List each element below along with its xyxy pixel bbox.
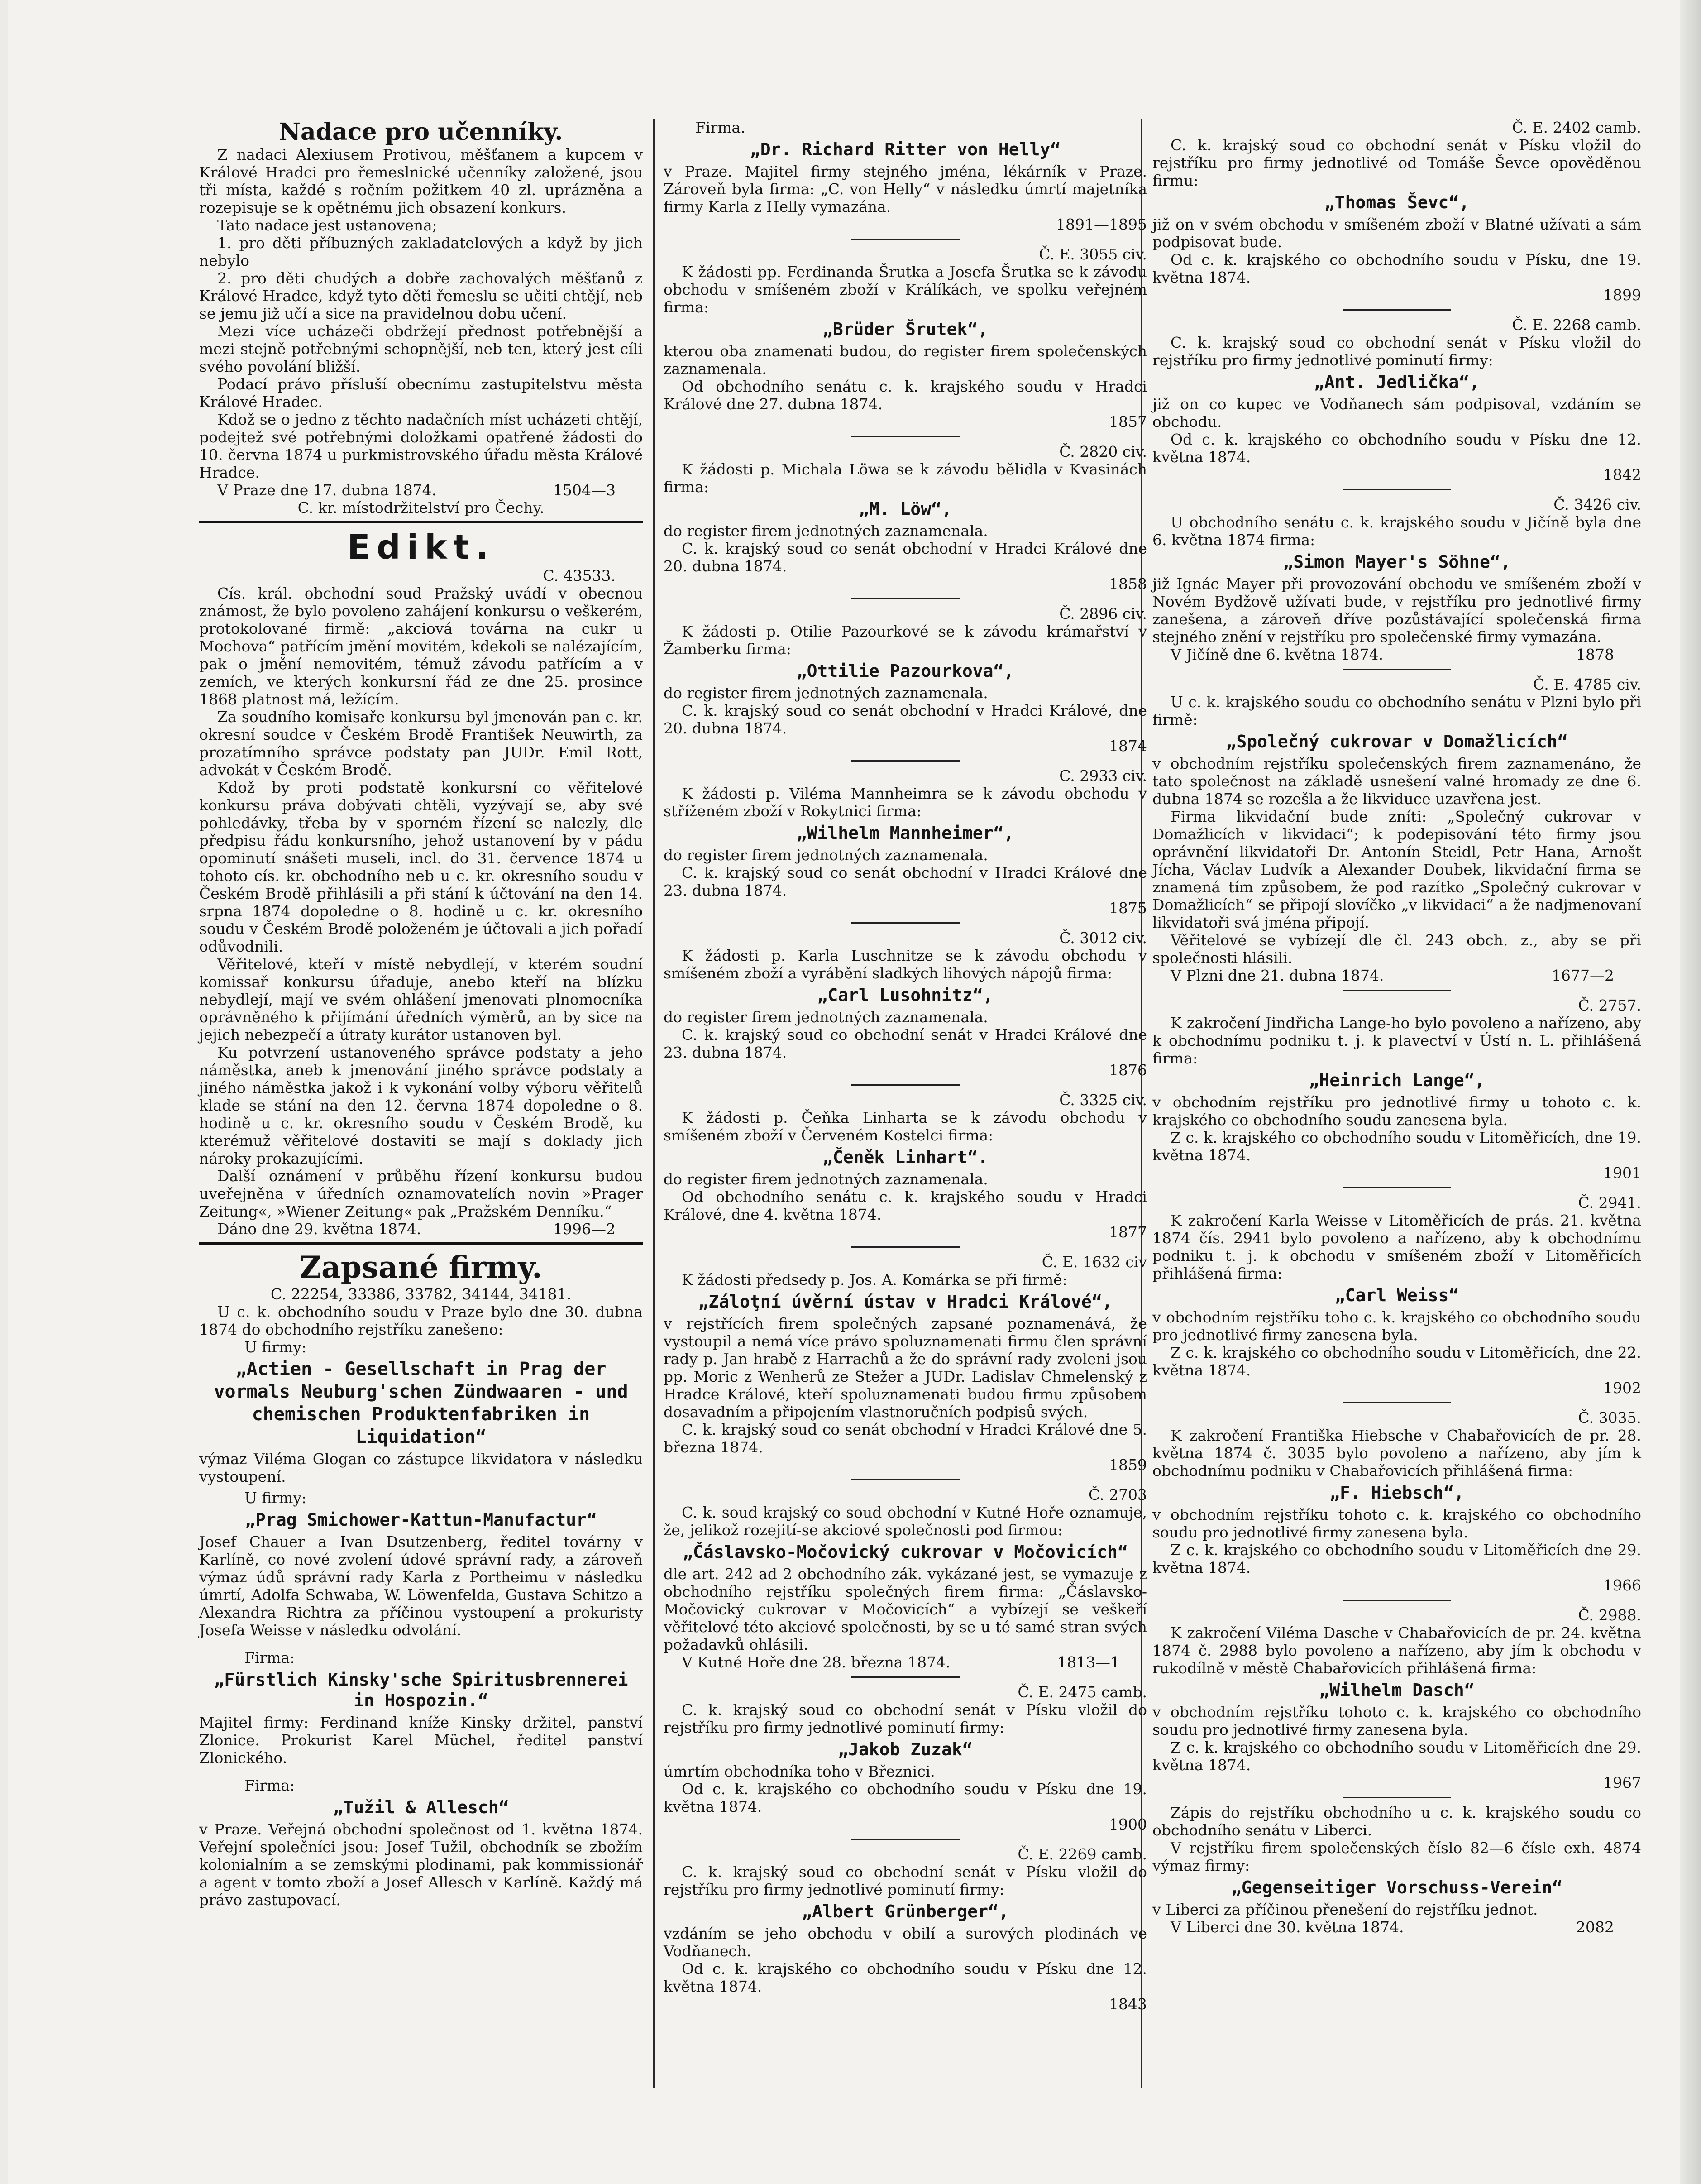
firm-name: „Fürstlich Kinsky'sche Spiritusbrennerei in Hospozin.“	[214, 1670, 628, 1710]
notice-paragraph: C. k. krajský soud co obchodní senát v Písku vložil do rejstříku pro firmy jednotlivé od Tomáše Ševce opověděnou firmu:	[1152, 136, 1641, 189]
nadace-date: V Praze dne 17. dubna 1874.	[217, 481, 437, 499]
edikt-date: Dáno dne 29. května 1874.	[217, 1220, 421, 1238]
notice-paragraph: v obchodním rejstříku tohoto c. k. krajského co obchodního soudu pro jednotlivé firmy zanesena byla.	[1152, 1703, 1641, 1739]
notice-number: 1901	[1603, 1164, 1641, 1182]
firm-name: „F. Hiebsch“,	[1329, 1483, 1464, 1503]
notice-dateline	[1152, 1918, 1641, 1936]
notice-divider	[851, 1839, 960, 1840]
zapsane-paragraph: v Praze. Veřejná obchodní společnost od 1. května 1874. Veřejní společníci jsou: Josef Tužil, obchodník se zbožím kolonialním a se zemskými plodinami, pak kommissionář a agent v tomto zboží a Josef Allesch v Karlíně. Každý má právo zastupovací.	[199, 1820, 643, 1909]
notice-number: 1900	[1109, 1815, 1147, 1833]
notice-reference: Č. 2941.	[1578, 1194, 1641, 1212]
firm-name: „Heinrich Lange“,	[1309, 1070, 1485, 1090]
notice-number: 1878	[1576, 646, 1614, 663]
notice-paragraph: C. k. krajský soud co senát obchodní v Hradci Králové, dne 20. dubna 1874.	[664, 702, 1147, 737]
notice-paragraph: K zakročení Karla Weisse v Litoměřicích de prás. 21. května 1874 čís. 2941 bylo povoleno a nařízeno, aby k obchodnímu podniku t. j. k obchodu v smíšeném zboží v Litoměřicích přihlášená firma:	[1152, 1212, 1641, 1282]
notice-paragraph: úmrtím obchodníka toho v Březnici.	[664, 1763, 935, 1780]
notice-paragraph: do register firem jednotných zaznamenala.	[664, 1008, 988, 1026]
section-divider	[199, 1242, 643, 1245]
edikt-title: Edikt.	[347, 528, 495, 567]
edikt-paragraph: Kdož by proti podstatě konkursní co věřitelové konkursu práva dobývati chtěli, vyzývají se, aby své pohledávky, třeba by v sporném řízení se nalezly, dle předpisu řádu konkursního, jehož ustanovení by v pádu opominutí snášeti museli, incl. do 31. července 1874 u tohoto cís. kr. obchodního neb u c. kr. okresního soudu v Českém Brodě přihlásili a při stání k účtování na den 14. srpna 1874 dopoledne o 8. hodině u c. kr. okresního soudu v Českém Brodě položeném je účtovali a jich pořadí odůvodnili.	[199, 779, 643, 955]
notice-dateline	[1152, 646, 1641, 663]
nadace-title: Nadace pro učenníky.	[279, 118, 563, 146]
edikt-signature: 1996—2	[553, 1220, 616, 1238]
notice-number: 1891—1895	[1056, 216, 1147, 233]
notice-divider	[851, 760, 960, 762]
notice-number: 1813—1	[1057, 1653, 1120, 1671]
notice-divider	[851, 239, 960, 240]
column-3	[1152, 119, 1641, 1936]
zapsane-paragraph: Majitel firmy: Ferdinand kníže Kinsky držitel, panství Zlonice. Prokurist Karel Müchel, ředitel panství Zlonického.	[199, 1714, 643, 1767]
firm-label: U firmy:	[244, 1489, 307, 1507]
nadace-paragraph: Tato nadace jest ustanovena;	[217, 216, 437, 234]
zapsane-paragraph: U c. k. obchodního soudu v Praze bylo dne 30. dubna 1874 do obchodního rejstříku zanešeno:	[199, 1303, 643, 1338]
firm-name: „Čáslavsko-Močovický cukrovar v Močovicích“	[683, 1542, 1128, 1562]
notice-paragraph: v obchodním rejstříku společenských firem zaznamenáno, že tato společnost na základě usnešení valné hromady ze dne 6. dubna 1874 se rozešla a že likviduce uzavřena jest.	[1152, 755, 1641, 808]
notice-number: 1966	[1603, 1576, 1641, 1594]
notice-divider	[851, 598, 960, 599]
firm-name: „Prag Smichower-Kattun-Manufactur“	[245, 1510, 597, 1530]
firm-name: „Simon Mayer's Söhne“,	[1283, 552, 1511, 572]
notice-number: 1899	[1603, 286, 1641, 304]
notice-paragraph: Zápis do rejstříku obchodního u c. k. krajského soudu co obchodního senátu v Liberci.	[1152, 1804, 1641, 1839]
page-right-edge	[1680, 0, 1701, 2184]
notice-paragraph: Od c. k. krajského co obchodního soudu v Písku dne 12. května 1874.	[1152, 431, 1641, 466]
notice-paragraph: do register firem jednotných zaznamenala.	[664, 684, 988, 702]
notice-paragraph: dle art. 242 ad 2 obchodního zák. vykázané jest, se vymazuje z obchodního rejstříku společných firem firma: „Čáslavsko-Močovický cukrovar v Močovicích“ a vybízejí se veškeří věřitelové této akciové společnosti, by se u té samé stran svých požadavků ohlásili.	[664, 1565, 1147, 1653]
notice-number: 1967	[1603, 1774, 1641, 1791]
edikt-paragraph: Věřitelové, kteří v místě nebydlejí, v kterém soudní komissař konkursu úřaduje, anebo kteří na blízku nebydlejí, mají ve svém ohlášení jmenovati plnomocníka oprávněného k přijímání úředních výměrů, an by sice na jejich nebezpečí a útraty kurátor ustanoven byl.	[199, 955, 643, 1044]
section-divider	[199, 521, 643, 523]
zapsane-numbers: C. 22254, 33386, 33782, 34144, 34181.	[270, 1285, 572, 1303]
notice-paragraph: U c. k. krajského soudu co obchodního senátu v Plzni bylo při firmě:	[1152, 693, 1641, 728]
notice-reference: Č. E. 2268 camb.	[1512, 316, 1641, 334]
nadace-paragraph: 1. pro děti příbuzných zakladatelových a když by jich nebylo	[199, 234, 643, 269]
notice-reference: Č. E. 3055 civ.	[1039, 245, 1147, 263]
firm-name: „Wilhelm Dasch“	[1319, 1680, 1475, 1700]
notice-number: 1858	[1109, 575, 1147, 593]
firm-name: „Albert Grünberger“,	[802, 1901, 1009, 1921]
notice-paragraph: K žádosti p. Michala Löwa se k závodu bělidla v Kvasinách firma:	[664, 460, 1147, 496]
edikt-dateline	[199, 1220, 643, 1238]
nadace-number: 1504—3	[553, 481, 616, 499]
notice-reference: Č. E. 2269 camb.	[1018, 1845, 1147, 1863]
notice-reference: Č. 2757.	[1578, 996, 1641, 1014]
notice-number: 1843	[1109, 1995, 1147, 2013]
firm-name: „Actien - Gesellschaft in Prag der vormals Neuburg'schen Zündwaaren - und chemischen Produktenfabriken in Liquidation“	[214, 1359, 628, 1447]
firm-name: „Tužil & Allesch“	[333, 1797, 509, 1817]
notice-paragraph: V rejstříku firem společenských číslo 82—6 čísle exh. 4874 výmaz firmy:	[1152, 1839, 1641, 1874]
notice-paragraph: K žádosti p. Čeňka Linharta se k závodu obchodu v smíšeném zboží v Červeném Kostelci firma:	[664, 1109, 1147, 1144]
notice-paragraph: K žádosti p. Viléma Mannheimra se k závodu obchodu v stříženém zboží v Rokytnici firma:	[664, 785, 1147, 820]
notice-date: V Plzni dne 21. dubna 1874.	[1171, 967, 1384, 984]
notice-paragraph: C. k. krajský soud co senát obchodní v Hradci Králové dne 23. dubna 1874.	[664, 864, 1147, 899]
notice-divider	[851, 922, 960, 924]
zapsane-paragraph: výmaz Viléma Glogan co zástupce likvidatora v následku vystoupení.	[199, 1450, 643, 1485]
notice-paragraph: Firma likvidační bude zníti: „Společný cukrovar v Domažlicích v likvidaci“; k podepisování této firmy jsou oprávnění likvidatoři Dr. Antonín Steidl, Petr Hana, Arnošt Jícha, Václav Ludvík a Alexander Doubek, likvidační firma se znamená tím způsobem, že pod razítko „Společný cukrovar v Domažlicích“ se připojí slovíčko „v likvidaci“ a že nadjmenovaní likvidatoři svá jména připojí.	[1152, 808, 1641, 931]
notice-paragraph: v Praze. Majitel firmy stejného jména, lékárník v Praze. Zároveň byla firma: „C. von Helly“ v následku úmrtí majetníka firmy Karla z Helly vymazána.	[664, 163, 1147, 216]
firm-name: „M. Löw“,	[859, 499, 952, 519]
notice-divider	[1343, 1600, 1451, 1601]
notice-paragraph: Od c. k. krajského co obchodního soudu v Písku dne 19. května 1874.	[664, 1780, 1147, 1815]
notice-number: 1859	[1109, 1456, 1147, 1474]
notice-paragraph: již on co kupec ve Vodňanech sám podpisoval, vzdáním se obchodu.	[1152, 395, 1641, 431]
notice-paragraph: C. k. soud krajský co soud obchodní v Kutné Hoře oznamuje, že, jelikož rozejití-se akciové společnosti pod firmou:	[664, 1504, 1147, 1539]
firm-name: „Ant. Jedlička“,	[1314, 372, 1480, 392]
notice-divider	[1343, 1797, 1451, 1798]
edikt-paragraph: Za soudního komisaře konkursu byl jmenován pan c. kr. okresní soudce v Českém Brodě František Neuwirth, za prozatímního správce podstaty pan JUDr. Emil Rott, advokát v Českém Brodě.	[199, 708, 643, 779]
firm-name: „Čeněk Linhart“.	[822, 1147, 989, 1167]
notice-reference: Č. E. 4785 civ.	[1533, 675, 1641, 693]
notice-paragraph: Od obchodního senátu c. k. krajského soudu v Hradci Králové dne 27. dubna 1874.	[664, 378, 1147, 413]
notice-paragraph: C. k. krajský soud co senát obchodní v Hradci Králové dne 5. března 1874.	[664, 1421, 1147, 1456]
notice-number: 1677—2	[1552, 967, 1614, 984]
notice-paragraph: v Liberci za příčinou přenešení do rejstříku jednot.	[1152, 1901, 1538, 1918]
notice-divider	[1343, 990, 1451, 991]
notice-paragraph: již Ignác Mayer při provozování obchodu ve smíšeném zboží v Novém Bydžově užívati bude, v rejstříku pro jednotlivé firmy zanešena, a zároveň dříve pozůstávající společenská firma stejného znění v rejstříku pro společenské firmy vymazána.	[1152, 575, 1641, 646]
firm-name: „Společný cukrovar v Domažlicích“	[1226, 732, 1568, 752]
notice-paragraph: C. k. krajský soud co obchodní senát v Hradci Králové dne 23. dubna 1874.	[664, 1026, 1147, 1061]
edikt-paragraph: Cís. král. obchodní soud Pražský uvádí v obecnou známost, že bylo povoleno zahájení konkursu o veškerém, protokolované firmě: „akciová továrna na cukr u Mochova“ patřícím jmění movitém, kdekoli se nalézajícím, pak o jmění nemovitém, témuž závodu patřícím a v zemích, ve kterých konkursní řád ze dne 25. prosince 1868 platnost má, ležícím.	[199, 584, 643, 708]
notice-reference: Č. 3012 civ.	[1059, 929, 1147, 947]
notice-divider	[851, 1246, 960, 1248]
notice-divider	[1343, 309, 1451, 311]
notice-paragraph: do register firem jednotných zaznamenala.	[664, 1170, 988, 1188]
firm-label: Firma:	[244, 1777, 295, 1794]
notice-paragraph: C. k. krajský soud co senát obchodní v Hradci Králové dne 20. dubna 1874.	[664, 540, 1147, 575]
firm-name: „Záloţní úvěrní ústav v Hradci Králové“,	[698, 1292, 1113, 1312]
notice-dateline	[664, 1653, 1147, 1671]
notice-number: 1876	[1109, 1061, 1147, 1079]
firm-name: „Wilhelm Mannheimer“,	[796, 823, 1014, 843]
notice-paragraph: kterou oba znamenati budou, do register firem společenských zaznamenala.	[664, 342, 1147, 378]
notice-divider	[1343, 1402, 1451, 1403]
notice-paragraph: K zakročení Viléma Dasche v Chabařovicích de pr. 24. května 1874 č. 2988 bylo povoleno a nařízeno, aby jím k obchodu v rukodílně v městě Chabařovicích přihlášená firma:	[1152, 1624, 1641, 1677]
page-left-edge	[0, 0, 8, 2184]
notice-date: V Liberci dne 30. května 1874.	[1171, 1918, 1404, 1936]
firm-label: U firmy:	[244, 1338, 307, 1356]
nadace-paragraph: Z nadaci Alexiusem Protivou, měšťanem a kupcem v Králové Hradci pro řemeslnické učenníky založené, jsou tři místa, každé s ročním požitkem 40 zl. uprázněna a rozepisuje se k opětnému jich obsazení konkurs.	[199, 146, 643, 216]
notice-paragraph: Věřitelové se vybízejí dle čl. 243 obch. z., aby se při společnosti hlásili.	[1152, 931, 1641, 967]
notice-reference: Č. E. 1632 civ	[1042, 1253, 1147, 1271]
notice-divider	[851, 1479, 960, 1480]
notice-divider	[1343, 1187, 1451, 1188]
nadace-paragraph: 2. pro děti chudých a dobře zachovalých měšťanů z Králové Hradce, když tyto děti řemeslu se učiti chtějí, neb se jemu již učí a sice na pravidelnou dobu učení.	[199, 269, 643, 322]
notice-reference: Č. 2820 civ.	[1059, 443, 1147, 460]
notice-paragraph: v obchodním rejstříku pro jednotlivé firmy u tohoto c. k. krajského co obchodního soudu zanesena byla.	[1152, 1093, 1641, 1129]
notice-number: 2082	[1576, 1918, 1614, 1936]
nadace-paragraph: Kdož se o jedno z těchto nadačních míst ucházeti chtějí, podejtež své potřebnými doložkami opatřené žádosti do 10. června 1874 u purkmistrovského úřadu města Králové Hradce.	[199, 411, 643, 481]
notice-number: 1875	[1109, 899, 1147, 917]
edikt-paragraph: Další oznámení v průběhu řízení konkursu budou uveřejněna v úředních oznamovatelích novin »Prager Zeitung«, »Wiener Zeitung« pak „Pražském Denníku.“	[199, 1167, 643, 1220]
notice-number: 1874	[1109, 737, 1147, 755]
notice-paragraph: K zakročení Jindřicha Lange-ho bylo povoleno a nařízeno, aby k obchodnímu podniku t. j. k plavectví v Ústí n. L. přihlášená firma:	[1152, 1014, 1641, 1067]
notice-date: V Jičíně dne 6. května 1874.	[1171, 646, 1384, 663]
notice-date: V Kutné Hoře dne 28. března 1874.	[682, 1653, 951, 1671]
notice-reference: Č. 2896 civ.	[1059, 605, 1147, 623]
edikt-number: C. 43533.	[543, 567, 616, 584]
notice-divider	[1343, 489, 1451, 490]
notice-reference: Č. 3035.	[1578, 1409, 1641, 1427]
edikt-paragraph: Ku potvrzení ustanoveného správce podstaty a jeho náměstka, aneb k jmenování jiného správce podstaty a jiného náměstka jakož i k vykonání volby výboru věřitelů klade se stání na den 12. června 1874 dopoledne o 8. hodině u c. kr. okresního soudu v Českém Brodě, ku kterémuž věřitelové dostaviti se mají s doklady jich nároky prokazujícími.	[199, 1044, 643, 1167]
nadace-signature: C. kr. místodržitelství pro Čechy.	[297, 499, 545, 517]
notice-paragraph: C. k. krajský soud co obchodní senát v Písku vložil do rejstříku pro firmy jednotlivé pominutí firmy:	[664, 1863, 1147, 1898]
firm-name: „Thomas Ševc“,	[1324, 192, 1470, 212]
notice-paragraph: Z c. k. krajského co obchodního soudu v Litoměřicích dne 29. května 1874.	[1152, 1541, 1641, 1576]
firm-name: „Jakob Zuzak“	[838, 1739, 973, 1759]
notice-paragraph: Od obchodního senátu c. k. krajského soudu v Hradci Králové, dne 4. května 1874.	[664, 1188, 1147, 1223]
notice-paragraph: K žádosti p. Karla Luschnitze se k závodu obchodu v smíšeném zboží a vyrábění sladkých lihových nápojů firma:	[664, 947, 1147, 982]
notice-paragraph: Od c. k. krajského co obchodního soudu v Písku dne 12. května 1874.	[664, 1960, 1147, 1995]
notice-divider	[1343, 669, 1451, 670]
notice-number: 1842	[1603, 466, 1641, 484]
column-divider-1	[653, 119, 655, 2088]
notice-reference: Č. E. 2402 camb.	[1512, 119, 1641, 136]
column-2	[664, 119, 1147, 2013]
notice-paragraph: U obchodního senátu c. k. krajského soudu v Jičíně byla dne 6. května 1874 firma:	[1152, 513, 1641, 549]
notice-reference: Č. 2703	[1088, 1486, 1147, 1504]
notice-paragraph: do register firem jednotných zaznamenala.	[664, 846, 988, 864]
firm-name: „Brüder Šrutek“,	[822, 319, 989, 339]
notice-paragraph: K žádosti předsedy p. Jos. A. Komárka se při firmě:	[682, 1271, 1067, 1288]
notice-paragraph: v obchodním rejstříku toho c. k. krajského co obchodního soudu pro jednotlivé firmy zanesena byla.	[1152, 1308, 1641, 1344]
notice-reference: Č. E. 2475 camb.	[1018, 1683, 1147, 1701]
firm-name: „Carl Lusohnitz“,	[817, 985, 994, 1005]
notice-paragraph: Z c. k. krajského co obchodního soudu v Litoměřicích dne 29. května 1874.	[1152, 1739, 1641, 1774]
notice-paragraph: Z c. k. krajského co obchodního soudu v Litoměřicích, dne 19. května 1874.	[1152, 1129, 1641, 1164]
notice-divider	[851, 436, 960, 437]
notice-dateline	[1152, 967, 1641, 984]
nadace-dateline	[199, 481, 643, 499]
notice-paragraph: K žádosti p. Otilie Pazourkové se k závodu krámařství v Žamberku firma:	[664, 623, 1147, 658]
firm-name: „Ottilie Pazourkova“,	[796, 661, 1014, 681]
notice-paragraph: Od c. k. krajského co obchodního soudu v Písku, dne 19. května 1874.	[1152, 251, 1641, 286]
notice-paragraph: do register firem jednotných zaznamenala.	[664, 522, 988, 540]
notice-number: 1902	[1603, 1379, 1641, 1397]
notice-paragraph: v rejstřících firem společných zapsané poznamenává, že vystoupil a nemá více právo spoluznamenati firmu člen správní rady p. Jan hrabě z Harrachů a že do správní rady zvoleni jsou pp. Moric z Wenherů ze Stežer a JUDr. Ladislav Chmelenský z Hradce Králové, kteří spoluznamenati budou firmu způsobem dosavadním a připojením vlastnoručních podpisů svých.	[664, 1315, 1147, 1421]
notice-paragraph: vzdáním se jeho obchodu v obilí a surových plodinách ve Vodňanech.	[664, 1925, 1147, 1960]
zapsane-paragraph: Josef Chauer a Ivan Dsutzenberg, ředitel továrny v Karlíně, co nové zvolení údové správní rady, a zároveň výmaz údů správní rady Karla z Portheimu v následku úmrtí, Adolfa Schwaba, W. Löwenfelda, Gustava Schitzo a Alexandra Richtra za příčinou vystoupení a prokuristy Josefa Weisse v následku odvolání.	[199, 1533, 643, 1639]
zapsane-title: Zapsané firmy.	[299, 1250, 543, 1285]
notice-divider	[851, 1084, 960, 1086]
notice-number: 1857	[1109, 413, 1147, 431]
notice-paragraph: Z c. k. krajského co obchodního soudu v Litoměřicích, dne 22. května 1874.	[1152, 1344, 1641, 1379]
firm-label: Firma.	[695, 119, 745, 136]
notice-paragraph: C. k. krajský soud co obchodní senát v Písku vložil do rejstříku pro firmy jednotlivé pominutí firmy:	[1152, 334, 1641, 369]
notice-reference: Č. 2988.	[1578, 1606, 1641, 1624]
notice-paragraph: C. k. krajský soud co obchodní senát v Písku vložil do rejstříku pro firmy jednotlivé pominutí firmy:	[664, 1701, 1147, 1736]
firm-name: „Gegenseitiger Vorschuss-Verein“	[1231, 1877, 1563, 1897]
notice-paragraph: K zakročení Františka Hiebsche v Chabařovicích de pr. 28. května 1874 č. 3035 bylo povoleno a nařízeno, aby jím k obchodnímu podniku v Chabařovicích přihlášená firma:	[1152, 1427, 1641, 1480]
firm-name: „Dr. Richard Ritter von Helly“	[750, 139, 1061, 159]
notice-paragraph: K žádosti pp. Ferdinanda Šrutka a Josefa Šrutka se k závodu obchodu v smíšeném zboží v Králíkách, ve spolku veřejném firma:	[664, 263, 1147, 316]
nadace-paragraph: Podací právo přísluší obecnímu zastupitelstvu města Králové Hradec.	[199, 375, 643, 411]
firm-name: „Carl Weiss“	[1334, 1285, 1459, 1305]
notice-reference: Č. 3325 civ.	[1059, 1091, 1147, 1109]
notice-divider	[851, 1676, 960, 1678]
notice-reference: C. 2933 civ.	[1059, 767, 1147, 785]
nadace-paragraph: Mezi více ucházeči obdržejí přednost potřebnější a mezi stejně potřebnými schopnější, neb ten, který jest cíli svého povolání bližší.	[199, 322, 643, 375]
notice-number: 1877	[1109, 1223, 1147, 1241]
column-1	[199, 119, 643, 1909]
notice-paragraph: v obchodním rejstříku tohoto c. k. krajského co obchodního soudu pro jednotlivé firmy zanesena byla.	[1152, 1506, 1641, 1541]
notice-paragraph: již on v svém obchodu v smíšeném zboží v Blatné užívati a sám podpisovat bude.	[1152, 216, 1641, 251]
notice-reference: Č. 3426 civ.	[1553, 496, 1641, 513]
firm-label: Firma:	[244, 1649, 295, 1667]
